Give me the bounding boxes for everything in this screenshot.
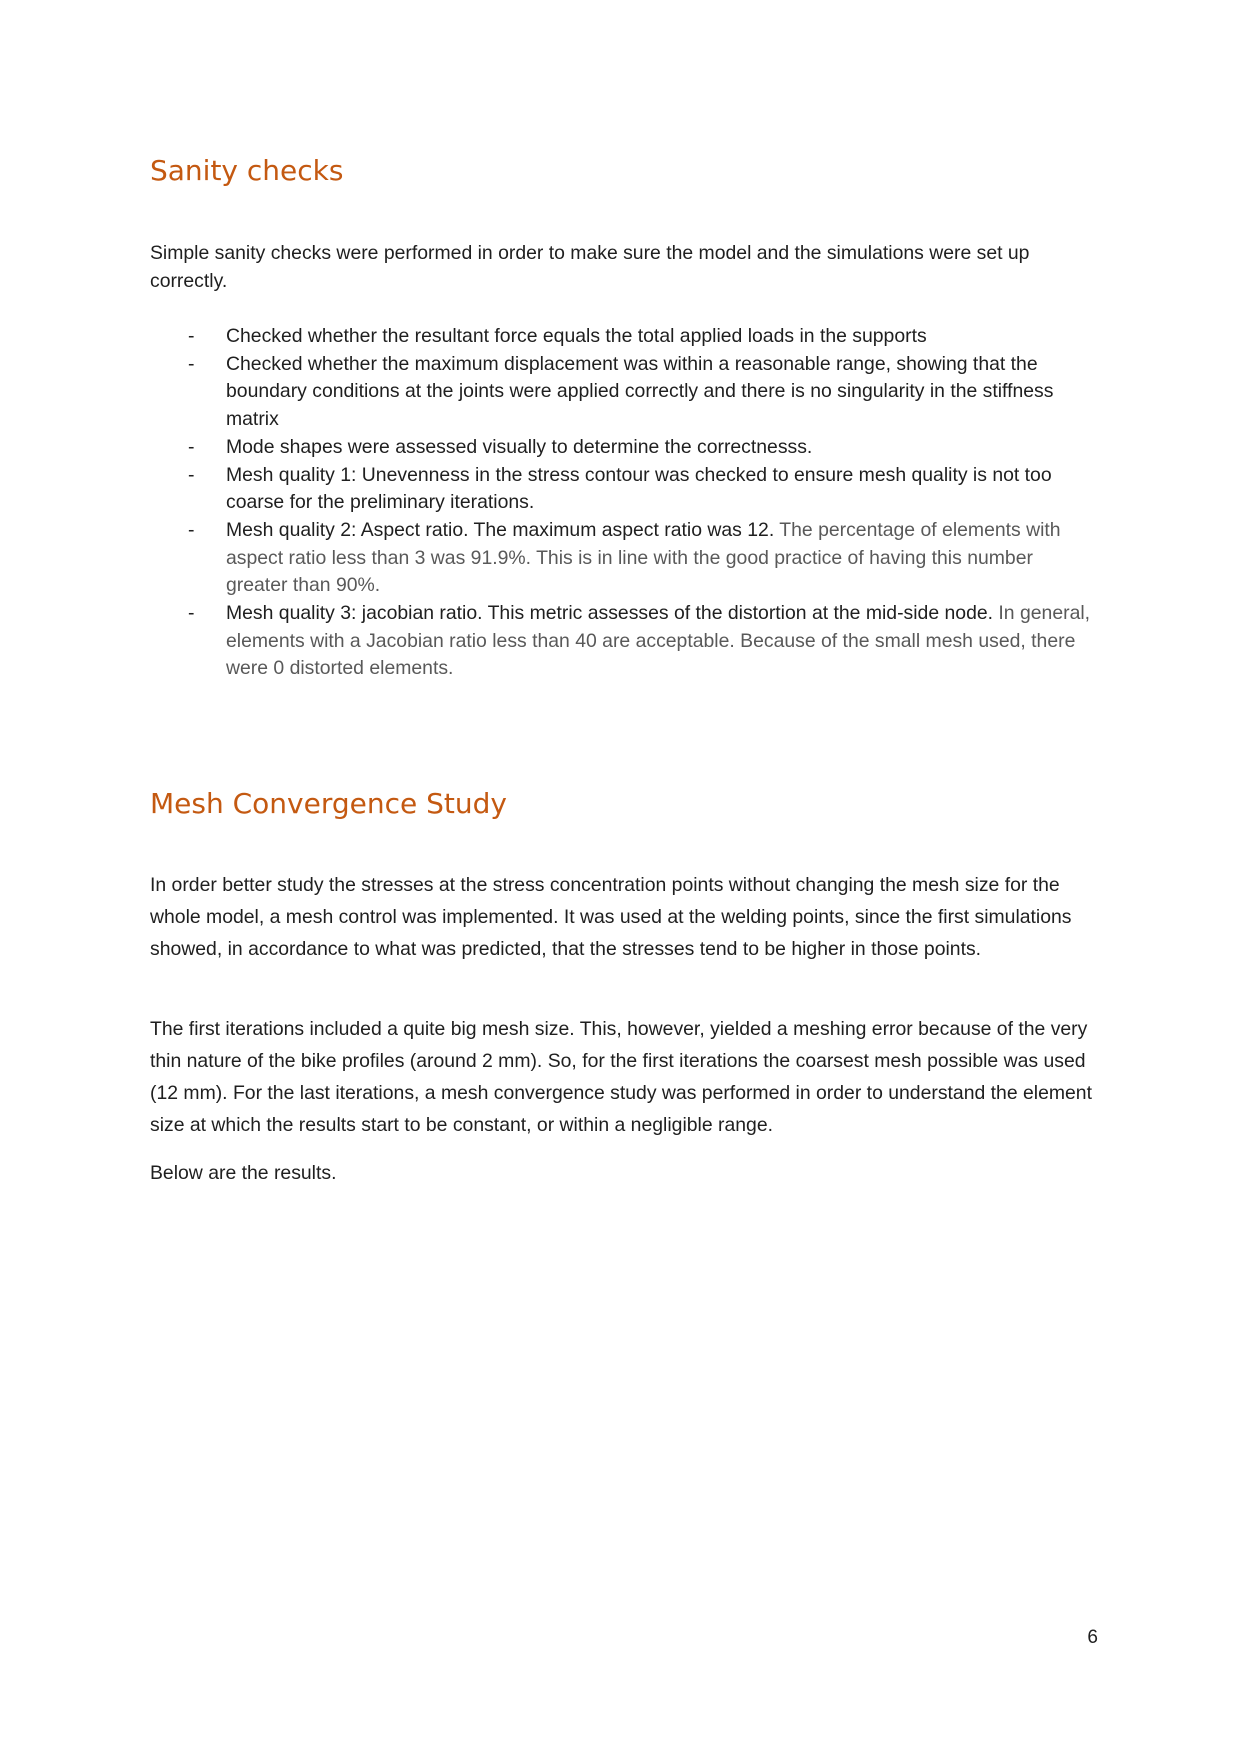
list-item-note: In general, elements with a Jacobian ratio less than 40 are acceptable. Because of the small mesh used, there were 0 distorted elements. bbox=[226, 602, 1091, 680]
list-item bbox=[150, 323, 1095, 351]
list-item-note: The percentage of elements with aspect ratio less than 3 was 91.9%. This is in line with the good practice of having this number greater than 90%. bbox=[226, 518, 1061, 597]
mesh-paragraph: In order better study the stresses at the stress concentration points without changing the mesh size for the whole model, a mesh control was implemented. It was used at the welding points, since the first simulations showed, in accordance to what was predicted, that the stresses tend to be higher in those points. bbox=[150, 874, 1072, 960]
list-item-text: Checked whether the maximum displacement was within a reasonable range, showing that the boundary conditions at the joints were applied correctly and there is no singularity in the stiffness matrix bbox=[226, 352, 1054, 431]
mesh-paragraph: The first iterations included a quite big mesh size. This, however, yielded a meshing error because of the very thin nature of the bike profiles (around 2 mm). So, for the first iterations the coarsest mesh possible was used (12 mm). For the last iterations, a mesh convergence study was performed in order to understand the element size at which the results start to be constant, or within a negligible range. bbox=[150, 1018, 1092, 1136]
sanity-checks-heading: Sanity checks bbox=[150, 154, 344, 187]
bullet-dash: - bbox=[188, 463, 195, 486]
list-item-text: Mesh quality 2: Aspect ratio. The maximum aspect ratio was 12. bbox=[226, 518, 775, 541]
list-item bbox=[150, 351, 1095, 434]
list-item-text: Mesh quality 3: jacobian ratio. This metric assesses of the distortion at the mid-side node. bbox=[226, 602, 994, 625]
list-item-text: Mode shapes were assessed visually to determine the correctnesss. bbox=[226, 435, 813, 458]
list-item bbox=[150, 517, 1095, 600]
list-item-text: Checked whether the resultant force equals the total applied loads in the supports bbox=[226, 325, 927, 347]
sanity-intro-paragraph: Simple sanity checks were performed in order to make sure the model and the simulations were set up correctly. bbox=[150, 242, 1030, 292]
list-item bbox=[150, 600, 1095, 683]
mesh-paragraph: Below are the results. bbox=[150, 1162, 337, 1184]
list-item bbox=[150, 462, 1095, 517]
bullet-dash: - bbox=[188, 435, 195, 458]
mesh-convergence-heading: Mesh Convergence Study bbox=[150, 787, 507, 820]
sanity-checks-list bbox=[150, 323, 1095, 683]
bullet-dash: - bbox=[188, 602, 195, 625]
bullet-dash: - bbox=[188, 325, 195, 347]
list-item bbox=[150, 434, 1095, 462]
page-number: 6 bbox=[1087, 1627, 1098, 1648]
bullet-dash: - bbox=[188, 352, 195, 375]
bullet-dash: - bbox=[188, 518, 195, 541]
list-item-text: Mesh quality 1: Unevenness in the stress contour was checked to ensure mesh quality is not too coarse for the preliminary iterations. bbox=[226, 463, 1052, 514]
